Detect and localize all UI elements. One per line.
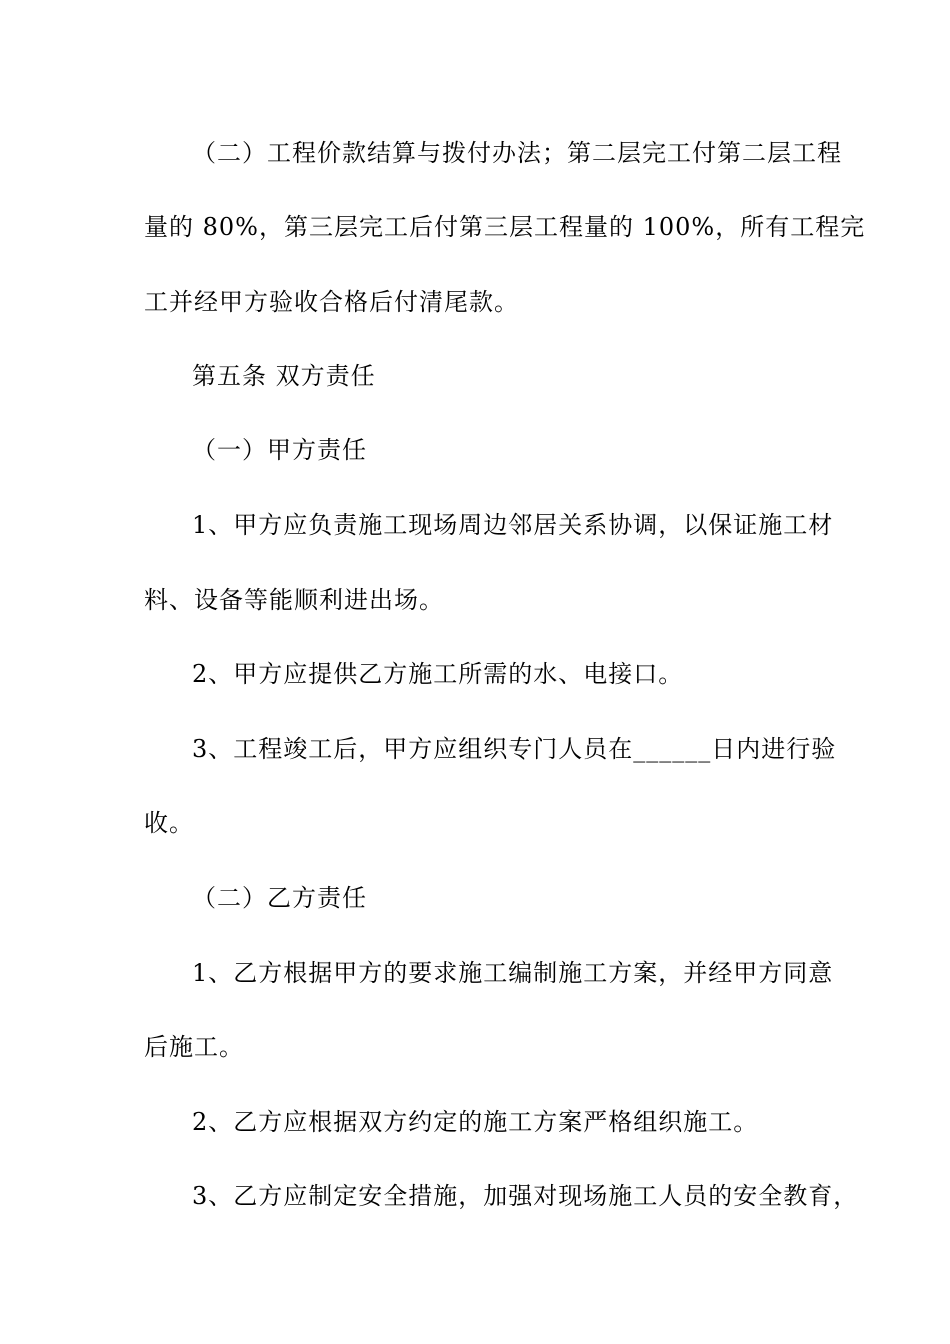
party-b-item-3: 3、乙方应制定安全措施，加强对现场施工人员的安全教育，: [192, 1182, 859, 1210]
party-b-heading: （二）乙方责任: [192, 884, 367, 912]
party-a-heading: （一）甲方责任: [192, 436, 367, 464]
party-b-item-1-cont: 后施工。: [144, 1033, 244, 1061]
clause-payment-settlement-cont: 量的 80%，第三层完工后付第三层工程量的 100%，所有工程完: [144, 213, 866, 241]
party-a-item-1: 1、甲方应负责施工现场周边邻居关系协调，以保证施工材: [192, 511, 834, 539]
party-a-item-3: 3、工程竣工后，甲方应组织专门人员在______日内进行验: [192, 735, 837, 763]
clause-payment-settlement-end: 工并经甲方验收合格后付清尾款。: [144, 288, 519, 316]
party-a-item-3-cont: 收。: [144, 809, 194, 837]
article-five-heading: 第五条 双方责任: [192, 362, 376, 390]
party-a-item-2: 2、甲方应提供乙方施工所需的水、电接口。: [192, 660, 684, 688]
party-a-item-1-cont: 料、设备等能顺利进出场。: [144, 586, 444, 614]
clause-payment-settlement: （二）工程价款结算与拨付办法；第二层完工付第二层工程: [192, 139, 842, 167]
party-b-item-1: 1、乙方根据甲方的要求施工编制施工方案，并经甲方同意: [192, 959, 834, 987]
party-b-item-2: 2、乙方应根据双方约定的施工方案严格组织施工。: [192, 1108, 759, 1136]
